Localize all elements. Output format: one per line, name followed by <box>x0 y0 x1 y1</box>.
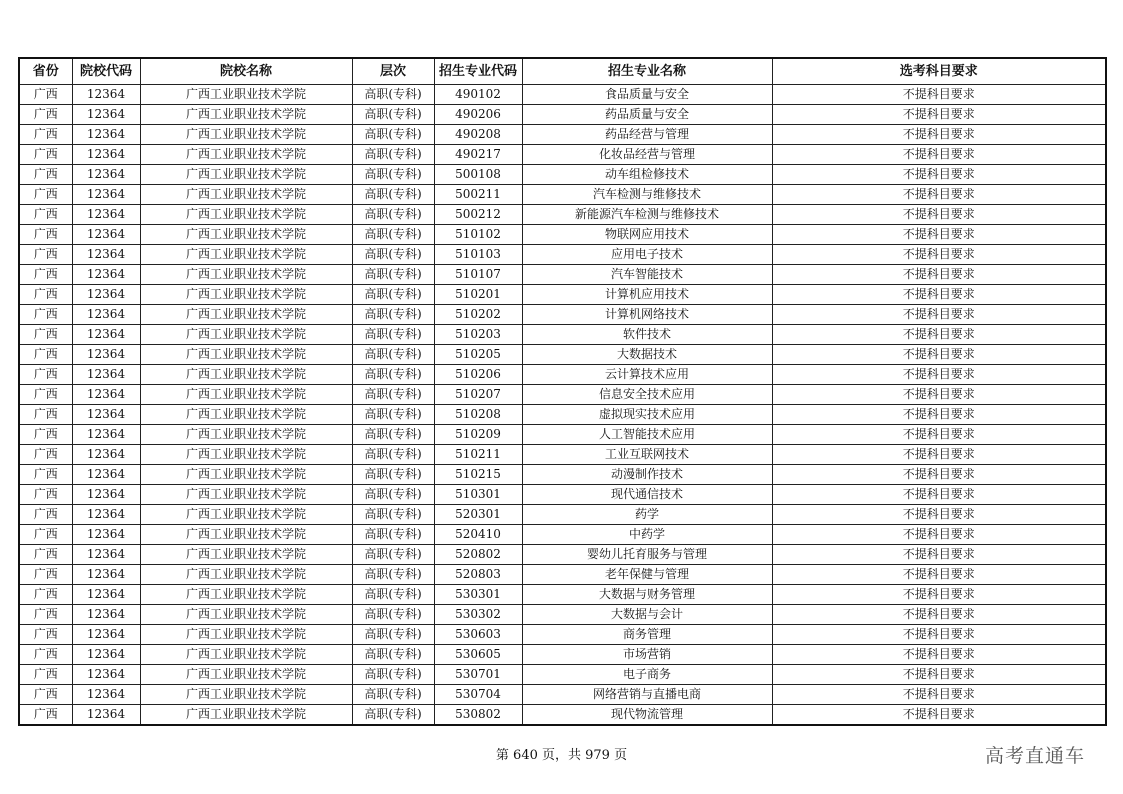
major-code-cell: 520803 <box>434 565 522 585</box>
major-name-cell: 汽车检测与维修技术 <box>522 185 772 205</box>
school-code-cell: 12364 <box>72 105 140 125</box>
major-code-cell: 530605 <box>434 645 522 665</box>
subject-requirement-cell: 不提科目要求 <box>772 325 1106 345</box>
subject-requirement-cell: 不提科目要求 <box>772 85 1106 105</box>
school-name-cell: 广西工业职业技术学院 <box>140 585 352 605</box>
table-row <box>19 145 1106 165</box>
school-name-cell: 广西工业职业技术学院 <box>140 705 352 726</box>
school-name-cell: 广西工业职业技术学院 <box>140 225 352 245</box>
major-name-cell: 新能源汽车检测与维修技术 <box>522 205 772 225</box>
school-code-cell: 12364 <box>72 645 140 665</box>
subject-requirement-cell: 不提科目要求 <box>772 505 1106 525</box>
level-cell: 高职(专科) <box>352 545 434 565</box>
table-row <box>19 325 1106 345</box>
school-name-cell: 广西工业职业技术学院 <box>140 145 352 165</box>
major-name-cell: 虚拟现实技术应用 <box>522 405 772 425</box>
major-code-cell: 520802 <box>434 545 522 565</box>
header-level: 层次 <box>352 58 434 85</box>
table-row <box>19 425 1106 445</box>
major-code-cell: 520301 <box>434 505 522 525</box>
school-code-cell: 12364 <box>72 205 140 225</box>
major-name-cell: 汽车智能技术 <box>522 265 772 285</box>
major-code-cell: 510208 <box>434 405 522 425</box>
table-header <box>19 58 1106 85</box>
level-cell: 高职(专科) <box>352 645 434 665</box>
level-cell: 高职(专科) <box>352 565 434 585</box>
school-name-cell: 广西工业职业技术学院 <box>140 625 352 645</box>
province-cell: 广西 <box>19 445 72 465</box>
school-code-cell: 12364 <box>72 285 140 305</box>
level-cell: 高职(专科) <box>352 365 434 385</box>
level-cell: 高职(专科) <box>352 165 434 185</box>
subject-requirement-cell: 不提科目要求 <box>772 425 1106 445</box>
table-row <box>19 625 1106 645</box>
province-cell: 广西 <box>19 285 72 305</box>
table-row <box>19 165 1106 185</box>
table-row <box>19 605 1106 625</box>
major-name-cell: 物联网应用技术 <box>522 225 772 245</box>
school-name-cell: 广西工业职业技术学院 <box>140 465 352 485</box>
school-code-cell: 12364 <box>72 145 140 165</box>
school-code-cell: 12364 <box>72 585 140 605</box>
major-code-cell: 530704 <box>434 685 522 705</box>
school-name-cell: 广西工业职业技术学院 <box>140 85 352 105</box>
subject-requirement-cell: 不提科目要求 <box>772 145 1106 165</box>
header-subject-requirement: 选考科目要求 <box>772 58 1106 85</box>
major-code-cell: 490206 <box>434 105 522 125</box>
school-name-cell: 广西工业职业技术学院 <box>140 245 352 265</box>
major-code-cell: 510103 <box>434 245 522 265</box>
major-code-cell: 510102 <box>434 225 522 245</box>
school-code-cell: 12364 <box>72 685 140 705</box>
major-name-cell: 云计算技术应用 <box>522 365 772 385</box>
major-code-cell: 500212 <box>434 205 522 225</box>
school-name-cell: 广西工业职业技术学院 <box>140 525 352 545</box>
province-cell: 广西 <box>19 485 72 505</box>
school-name-cell: 广西工业职业技术学院 <box>140 665 352 685</box>
province-cell: 广西 <box>19 305 72 325</box>
school-code-cell: 12364 <box>72 425 140 445</box>
province-cell: 广西 <box>19 685 72 705</box>
school-name-cell: 广西工业职业技术学院 <box>140 325 352 345</box>
major-name-cell: 大数据与财务管理 <box>522 585 772 605</box>
major-code-cell: 510207 <box>434 385 522 405</box>
school-code-cell: 12364 <box>72 345 140 365</box>
province-cell: 广西 <box>19 385 72 405</box>
major-code-cell: 500108 <box>434 165 522 185</box>
school-code-cell: 12364 <box>72 125 140 145</box>
school-code-cell: 12364 <box>72 525 140 545</box>
province-cell: 广西 <box>19 605 72 625</box>
table-row <box>19 345 1106 365</box>
province-cell: 广西 <box>19 205 72 225</box>
level-cell: 高职(专科) <box>352 625 434 645</box>
level-cell: 高职(专科) <box>352 525 434 545</box>
subject-requirement-cell: 不提科目要求 <box>772 285 1106 305</box>
province-cell: 广西 <box>19 625 72 645</box>
table-row <box>19 545 1106 565</box>
major-code-cell: 490208 <box>434 125 522 145</box>
school-code-cell: 12364 <box>72 705 140 726</box>
province-cell: 广西 <box>19 645 72 665</box>
major-name-cell: 计算机应用技术 <box>522 285 772 305</box>
level-cell: 高职(专科) <box>352 285 434 305</box>
level-cell: 高职(专科) <box>352 345 434 365</box>
table-row <box>19 465 1106 485</box>
province-cell: 广西 <box>19 565 72 585</box>
school-code-cell: 12364 <box>72 565 140 585</box>
school-name-cell: 广西工业职业技术学院 <box>140 285 352 305</box>
major-name-cell: 中药学 <box>522 525 772 545</box>
major-code-cell: 510202 <box>434 305 522 325</box>
province-cell: 广西 <box>19 185 72 205</box>
province-cell: 广西 <box>19 265 72 285</box>
province-cell: 广西 <box>19 365 72 385</box>
subject-requirement-cell: 不提科目要求 <box>772 365 1106 385</box>
table-row <box>19 265 1106 285</box>
major-name-cell: 老年保健与管理 <box>522 565 772 585</box>
major-code-cell: 520410 <box>434 525 522 545</box>
major-name-cell: 大数据与会计 <box>522 605 772 625</box>
school-code-cell: 12364 <box>72 265 140 285</box>
level-cell: 高职(专科) <box>352 325 434 345</box>
province-cell: 广西 <box>19 425 72 445</box>
table-row <box>19 385 1106 405</box>
province-cell: 广西 <box>19 165 72 185</box>
table-row <box>19 105 1106 125</box>
school-name-cell: 广西工业职业技术学院 <box>140 205 352 225</box>
school-code-cell: 12364 <box>72 185 140 205</box>
major-code-cell: 510201 <box>434 285 522 305</box>
major-name-cell: 计算机网络技术 <box>522 305 772 325</box>
school-code-cell: 12364 <box>72 165 140 185</box>
school-code-cell: 12364 <box>72 605 140 625</box>
major-name-cell: 网络营销与直播电商 <box>522 685 772 705</box>
level-cell: 高职(专科) <box>352 685 434 705</box>
major-name-cell: 应用电子技术 <box>522 245 772 265</box>
level-cell: 高职(专科) <box>352 445 434 465</box>
subject-requirement-cell: 不提科目要求 <box>772 185 1106 205</box>
table-row <box>19 305 1106 325</box>
province-cell: 广西 <box>19 465 72 485</box>
major-name-cell: 工业互联网技术 <box>522 445 772 465</box>
major-code-cell: 510203 <box>434 325 522 345</box>
subject-requirement-cell: 不提科目要求 <box>772 565 1106 585</box>
subject-requirement-cell: 不提科目要求 <box>772 385 1106 405</box>
subject-requirement-cell: 不提科目要求 <box>772 125 1106 145</box>
major-name-cell: 药品质量与安全 <box>522 105 772 125</box>
level-cell: 高职(专科) <box>352 305 434 325</box>
school-name-cell: 广西工业职业技术学院 <box>140 565 352 585</box>
header-province: 省份 <box>19 58 72 85</box>
province-cell: 广西 <box>19 345 72 365</box>
subject-requirement-cell: 不提科目要求 <box>772 205 1106 225</box>
school-code-cell: 12364 <box>72 225 140 245</box>
table-row <box>19 565 1106 585</box>
province-cell: 广西 <box>19 145 72 165</box>
header-row <box>19 58 1106 85</box>
page-number: 第 640 页，共 979 页 <box>495 748 628 763</box>
level-cell: 高职(专科) <box>352 385 434 405</box>
province-cell: 广西 <box>19 665 72 685</box>
table-body <box>19 85 1106 726</box>
table-row <box>19 505 1106 525</box>
table-row <box>19 645 1106 665</box>
subject-requirement-cell: 不提科目要求 <box>772 605 1106 625</box>
header-school-name: 院校名称 <box>140 58 352 85</box>
header-major-name: 招生专业名称 <box>522 58 772 85</box>
province-cell: 广西 <box>19 545 72 565</box>
province-cell: 广西 <box>19 505 72 525</box>
level-cell: 高职(专科) <box>352 245 434 265</box>
subject-requirement-cell: 不提科目要求 <box>772 465 1106 485</box>
subject-requirement-cell: 不提科目要求 <box>772 585 1106 605</box>
province-cell: 广西 <box>19 225 72 245</box>
level-cell: 高职(专科) <box>352 125 434 145</box>
province-cell: 广西 <box>19 325 72 345</box>
level-cell: 高职(专科) <box>352 145 434 165</box>
subject-requirement-cell: 不提科目要求 <box>772 445 1106 465</box>
major-name-cell: 市场营销 <box>522 645 772 665</box>
major-name-cell: 婴幼儿托育服务与管理 <box>522 545 772 565</box>
subject-requirement-cell: 不提科目要求 <box>772 545 1106 565</box>
subject-requirement-cell: 不提科目要求 <box>772 245 1106 265</box>
subject-requirement-cell: 不提科目要求 <box>772 165 1106 185</box>
major-code-cell: 530302 <box>434 605 522 625</box>
level-cell: 高职(专科) <box>352 465 434 485</box>
table-row <box>19 85 1106 105</box>
table-row <box>19 665 1106 685</box>
major-name-cell: 药学 <box>522 505 772 525</box>
table-row <box>19 205 1106 225</box>
school-name-cell: 广西工业职业技术学院 <box>140 125 352 145</box>
subject-requirement-cell: 不提科目要求 <box>772 105 1106 125</box>
school-code-cell: 12364 <box>72 465 140 485</box>
school-name-cell: 广西工业职业技术学院 <box>140 345 352 365</box>
header-major-code: 招生专业代码 <box>434 58 522 85</box>
major-code-cell: 510107 <box>434 265 522 285</box>
school-code-cell: 12364 <box>72 505 140 525</box>
major-name-cell: 电子商务 <box>522 665 772 685</box>
subject-requirement-cell: 不提科目要求 <box>772 645 1106 665</box>
major-code-cell: 530301 <box>434 585 522 605</box>
subject-requirement-cell: 不提科目要求 <box>772 485 1106 505</box>
major-name-cell: 软件技术 <box>522 325 772 345</box>
school-name-cell: 广西工业职业技术学院 <box>140 645 352 665</box>
level-cell: 高职(专科) <box>352 665 434 685</box>
school-name-cell: 广西工业职业技术学院 <box>140 545 352 565</box>
school-code-cell: 12364 <box>72 305 140 325</box>
subject-requirement-cell: 不提科目要求 <box>772 345 1106 365</box>
major-name-cell: 现代物流管理 <box>522 705 772 726</box>
table-row <box>19 125 1106 145</box>
major-code-cell: 490102 <box>434 85 522 105</box>
province-cell: 广西 <box>19 525 72 545</box>
major-name-cell: 化妆品经营与管理 <box>522 145 772 165</box>
level-cell: 高职(专科) <box>352 605 434 625</box>
subject-requirement-cell: 不提科目要求 <box>772 685 1106 705</box>
school-name-cell: 广西工业职业技术学院 <box>140 185 352 205</box>
major-name-cell: 动漫制作技术 <box>522 465 772 485</box>
level-cell: 高职(专科) <box>352 185 434 205</box>
level-cell: 高职(专科) <box>352 705 434 726</box>
table-row <box>19 285 1106 305</box>
school-name-cell: 广西工业职业技术学院 <box>140 265 352 285</box>
school-code-cell: 12364 <box>72 325 140 345</box>
level-cell: 高职(专科) <box>352 485 434 505</box>
school-code-cell: 12364 <box>72 245 140 265</box>
table-row <box>19 225 1106 245</box>
subject-requirement-cell: 不提科目要求 <box>772 625 1106 645</box>
major-code-cell: 510205 <box>434 345 522 365</box>
school-name-cell: 广西工业职业技术学院 <box>140 165 352 185</box>
table-row <box>19 445 1106 465</box>
subject-requirement-cell: 不提科目要求 <box>772 305 1106 325</box>
school-name-cell: 广西工业职业技术学院 <box>140 605 352 625</box>
subject-requirement-cell: 不提科目要求 <box>772 525 1106 545</box>
subject-requirement-cell: 不提科目要求 <box>772 225 1106 245</box>
school-name-cell: 广西工业职业技术学院 <box>140 305 352 325</box>
major-name-cell: 食品质量与安全 <box>522 85 772 105</box>
province-cell: 广西 <box>19 125 72 145</box>
table-row <box>19 525 1106 545</box>
school-name-cell: 广西工业职业技术学院 <box>140 105 352 125</box>
table-row <box>19 365 1106 385</box>
school-code-cell: 12364 <box>72 365 140 385</box>
school-name-cell: 广西工业职业技术学院 <box>140 385 352 405</box>
level-cell: 高职(专科) <box>352 585 434 605</box>
major-name-cell: 现代通信技术 <box>522 485 772 505</box>
subject-requirement-cell: 不提科目要求 <box>772 705 1106 726</box>
table-row <box>19 585 1106 605</box>
level-cell: 高职(专科) <box>352 265 434 285</box>
table-row <box>19 705 1106 726</box>
major-code-cell: 510211 <box>434 445 522 465</box>
major-code-cell: 490217 <box>434 145 522 165</box>
level-cell: 高职(专科) <box>352 85 434 105</box>
level-cell: 高职(专科) <box>352 505 434 525</box>
header-school-code: 院校代码 <box>72 58 140 85</box>
major-code-cell: 510215 <box>434 465 522 485</box>
major-name-cell: 大数据技术 <box>522 345 772 365</box>
admission-table <box>18 57 1107 726</box>
school-code-cell: 12364 <box>72 385 140 405</box>
subject-requirement-cell: 不提科目要求 <box>772 665 1106 685</box>
school-code-cell: 12364 <box>72 545 140 565</box>
major-name-cell: 商务管理 <box>522 625 772 645</box>
school-code-cell: 12364 <box>72 485 140 505</box>
province-cell: 广西 <box>19 705 72 726</box>
major-code-cell: 530603 <box>434 625 522 645</box>
school-name-cell: 广西工业职业技术学院 <box>140 425 352 445</box>
province-cell: 广西 <box>19 405 72 425</box>
table-row <box>19 485 1106 505</box>
province-cell: 广西 <box>19 245 72 265</box>
major-code-cell: 530802 <box>434 705 522 726</box>
school-name-cell: 广西工业职业技术学院 <box>140 685 352 705</box>
school-code-cell: 12364 <box>72 85 140 105</box>
major-name-cell: 人工智能技术应用 <box>522 425 772 445</box>
school-name-cell: 广西工业职业技术学院 <box>140 365 352 385</box>
major-name-cell: 药品经营与管理 <box>522 125 772 145</box>
school-code-cell: 12364 <box>72 665 140 685</box>
school-name-cell: 广西工业职业技术学院 <box>140 505 352 525</box>
school-name-cell: 广西工业职业技术学院 <box>140 445 352 465</box>
school-name-cell: 广西工业职业技术学院 <box>140 405 352 425</box>
level-cell: 高职(专科) <box>352 425 434 445</box>
province-cell: 广西 <box>19 585 72 605</box>
school-code-cell: 12364 <box>72 405 140 425</box>
province-cell: 广西 <box>19 105 72 125</box>
major-code-cell: 510301 <box>434 485 522 505</box>
table-row <box>19 185 1106 205</box>
level-cell: 高职(专科) <box>352 105 434 125</box>
table-row <box>19 245 1106 265</box>
school-name-cell: 广西工业职业技术学院 <box>140 485 352 505</box>
subject-requirement-cell: 不提科目要求 <box>772 265 1106 285</box>
table-row <box>19 405 1106 425</box>
school-code-cell: 12364 <box>72 445 140 465</box>
major-code-cell: 500211 <box>434 185 522 205</box>
major-name-cell: 动车组检修技术 <box>522 165 772 185</box>
school-code-cell: 12364 <box>72 625 140 645</box>
major-code-cell: 510206 <box>434 365 522 385</box>
province-cell: 广西 <box>19 85 72 105</box>
major-name-cell: 信息安全技术应用 <box>522 385 772 405</box>
level-cell: 高职(专科) <box>352 205 434 225</box>
level-cell: 高职(专科) <box>352 405 434 425</box>
watermark-logo-text: 高考直通车 <box>985 745 1086 767</box>
major-code-cell: 510209 <box>434 425 522 445</box>
subject-requirement-cell: 不提科目要求 <box>772 405 1106 425</box>
table-row <box>19 685 1106 705</box>
level-cell: 高职(专科) <box>352 225 434 245</box>
major-code-cell: 530701 <box>434 665 522 685</box>
